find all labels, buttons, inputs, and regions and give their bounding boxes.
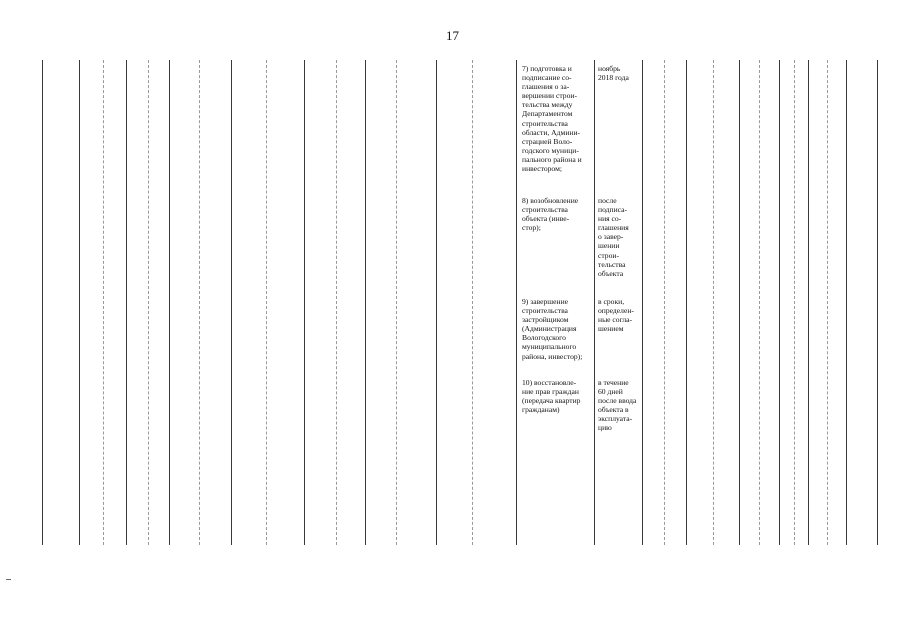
table-column-border (42, 60, 43, 545)
deadline-cell: в течение 60 дней после ввода объекта в эксплуата- цию (598, 378, 637, 433)
table-column-border (304, 60, 305, 545)
table-column-border (396, 60, 397, 545)
table-column-border (846, 60, 847, 545)
action-cell: 9) завершение строительства застройщиком (Администрация Вологодского муниципального района, инвестор); (522, 297, 583, 361)
table-column-border (231, 60, 232, 545)
table-column-border (472, 60, 473, 545)
action-cell: 8) возобновление строительства объекта (инве- стор); (522, 196, 579, 233)
deadline-cell: в сроки, определен- ные согла- шением (598, 297, 634, 334)
table-column-border (759, 60, 760, 545)
table-column-border (686, 60, 687, 545)
table-column-border (664, 60, 665, 545)
table-column-border (365, 60, 366, 545)
deadline-cell: ноябрь 2018 года (598, 64, 629, 83)
table-column-border (79, 60, 80, 545)
table-column-border (794, 60, 795, 545)
deadline-cell: после подписа- ния со- глашения о завер- шении строи- тельства объекта (598, 196, 629, 278)
margin-mark (6, 579, 11, 580)
table-column-border (199, 60, 200, 545)
table-column-border (148, 60, 149, 545)
action-cell: 7) подготовка и подписание со- глашения о за- вершении строи- тельства между Департаментом строительства области, Админи- страцией Воло- годского муници- пального района и инвестором; (522, 64, 582, 174)
table-column-border (103, 60, 104, 545)
table-column-border (266, 60, 267, 545)
table-column-border (877, 60, 878, 545)
table-column-border (779, 60, 780, 545)
table-column-border (516, 60, 517, 545)
table-column-border (808, 60, 809, 545)
table-column-border (336, 60, 337, 545)
table-column-border (169, 60, 170, 545)
table-column-border (713, 60, 714, 545)
action-cell: 10) восстановле- ние прав граждан (передача квартир гражданам) (522, 378, 581, 415)
table-column-border (739, 60, 740, 545)
table-column-border (594, 60, 595, 545)
page-number: 17 (446, 28, 459, 43)
table-column-border (126, 60, 127, 545)
table-column-border (827, 60, 828, 545)
table-column-border (642, 60, 643, 545)
table-column-border (436, 60, 437, 545)
